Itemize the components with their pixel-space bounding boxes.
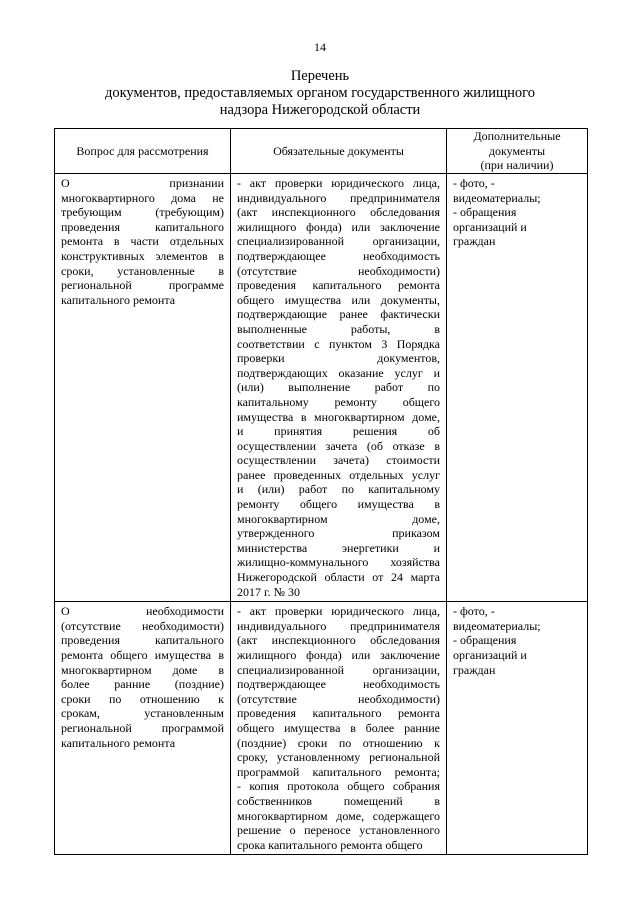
table-row [55, 602, 588, 855]
header-additional-line: (при наличии) [480, 158, 554, 173]
header-required-docs: Обязательные документы [231, 129, 447, 174]
question-line: конструктивных элементов в [61, 248, 224, 263]
title-line-3: надзора Нижегородской области [219, 102, 421, 118]
question-line: многоквартирного дома не [61, 190, 224, 205]
required-docs-line: специализированной организации, [237, 234, 440, 249]
additional-docs-line: видеоматериалы; [453, 190, 541, 205]
question-line: капитального ремонта [61, 735, 176, 750]
required-docs-line: индивидуального предпринимателя [237, 618, 440, 633]
required-docs-line: индивидуального предпринимателя [237, 190, 440, 205]
required-docs-line: - акт проверки юридического лица, [237, 604, 440, 619]
additional-docs-line: - фото, - [453, 604, 495, 619]
required-docs-line: (акт инспекционного обследования [237, 205, 440, 220]
additional-docs-line: - обращения [453, 205, 517, 220]
required-docs-line: программой капитального ремонта; [237, 764, 440, 779]
title-line-2: документов, предоставляемых органом государственного жилищного [104, 85, 536, 101]
question-line: требующим (требующим) [61, 205, 224, 220]
question-line: ремонта в части отдельных [61, 234, 224, 249]
question-line: проведения капитального [61, 219, 224, 234]
header-additional-line: Дополнительные [473, 129, 561, 144]
required-docs-line: проведения капитального ремонта [237, 706, 440, 721]
required-docs-line: жилищного фонда) или заключение [237, 219, 440, 234]
required-docs-line: подтверждающие ранее фактически [237, 307, 440, 322]
question-line: более ранние (поздние) [61, 677, 224, 692]
required-docs-line: жилищного фонда) или заключение [237, 648, 440, 662]
required-docs-line: (отсутствие необходимости) [237, 263, 440, 278]
required-docs-line: ремонту общего имущества в [237, 497, 440, 512]
additional-docs-line: - обращения [453, 633, 517, 648]
required-docs-line: срока капитального ремонта общего [237, 837, 423, 852]
question-line: ремонта общего имущества в [61, 648, 224, 662]
required-docs-line: - копия протокола общего собрания [237, 779, 440, 794]
header-additional-line: документы [488, 143, 546, 158]
required-docs-line: (акт инспекционного обследования [237, 633, 440, 648]
required-docs-line: выполненные работы, в [237, 321, 440, 336]
required-docs-line: подтверждающее необходимость [237, 677, 440, 692]
required-docs-line: собственников помещений в [237, 793, 440, 808]
question-line: срокам, установленным [61, 706, 224, 721]
question-line: О необходимости [61, 604, 224, 619]
additional-docs-line: граждан [453, 234, 496, 249]
required-docs-cell [231, 602, 447, 855]
required-docs-line: осуществлении зачета) стоимости [237, 453, 440, 468]
additional-docs-line: организаций и [453, 648, 527, 662]
title-line-1: Перечень [290, 68, 350, 84]
question-line: О признании [61, 176, 224, 190]
required-docs-line: соответствии с пунктом 3 Порядка [237, 336, 440, 351]
question-line: сроки по отношению к [61, 691, 224, 706]
question-line: (отсутствие необходимости) [61, 618, 224, 633]
required-docs-line: и принятия решения об [237, 424, 440, 439]
additional-docs-line: видеоматериалы; [453, 618, 541, 633]
required-docs-line: капитальному ремонту общего [237, 394, 440, 409]
required-docs-line: осуществлении зачета (об отказе в [237, 438, 440, 453]
required-docs-line: подтверждающих оказание услуг и [237, 365, 440, 380]
additional-docs-line: граждан [453, 662, 496, 677]
table-row [55, 174, 588, 602]
required-docs-line: подтверждающее необходимость [237, 248, 440, 263]
required-docs-line: проведения капитального ремонта [237, 278, 440, 293]
required-docs-line: многоквартирном доме, содержащего [237, 808, 440, 823]
required-docs-line: утвержденного приказом [237, 526, 440, 541]
additional-docs-cell [447, 174, 588, 602]
required-docs-cell [231, 174, 447, 602]
required-docs-line: Нижегородской области от 24 марта [237, 570, 440, 585]
required-docs-line: ранее проведенных отдельных услуг [237, 467, 440, 482]
question-line: сроки, установленные в [61, 263, 224, 278]
required-docs-line: сроку, установленному региональной [237, 750, 440, 765]
header-question: Вопрос для рассмотрения [55, 129, 231, 174]
required-docs-line: 2017 г. № 30 [237, 584, 301, 599]
required-docs-line: (или) выполнение работ по [237, 380, 440, 395]
required-docs-line: и (или) работ по капитальному [237, 482, 440, 497]
required-docs-line: министерства энергетики и [237, 540, 440, 555]
question-cell [55, 602, 231, 855]
required-docs-line: (поздние) сроки по отношению к [237, 735, 440, 750]
question-line: капитального ремонта [61, 292, 176, 307]
question-line: региональной программой [61, 720, 224, 735]
required-docs-line: имущества в многоквартирном доме, [237, 409, 440, 424]
required-docs-line: многоквартирном доме, [237, 511, 440, 526]
additional-docs-line: - фото, - [453, 176, 495, 190]
required-docs-line: (отсутствие необходимости) [237, 691, 440, 706]
question-line: многоквартирном доме в [61, 662, 224, 677]
table-header-row [55, 129, 588, 174]
required-docs-line: проверки документов, [237, 351, 440, 366]
documents-table [54, 128, 588, 855]
required-docs-line: - акт проверки юридического лица, [237, 176, 440, 190]
required-docs-line: общего имущества в более ранние [237, 720, 440, 735]
question-line: региональной программе [61, 278, 224, 293]
required-docs-line: жилищно-коммунального хозяйства [237, 555, 440, 570]
question-cell [55, 174, 231, 602]
required-docs-line: решение о переносе установленного [237, 823, 440, 838]
additional-docs-cell [447, 602, 588, 855]
header-additional-docs [447, 129, 588, 174]
question-line: проведения капитального [61, 633, 224, 648]
page-number: 14 [314, 40, 326, 54]
required-docs-line: общего имущества или документы, [237, 292, 440, 307]
document-title [90, 68, 550, 119]
required-docs-line: специализированной организации, [237, 662, 440, 677]
additional-docs-line: организаций и [453, 219, 527, 234]
